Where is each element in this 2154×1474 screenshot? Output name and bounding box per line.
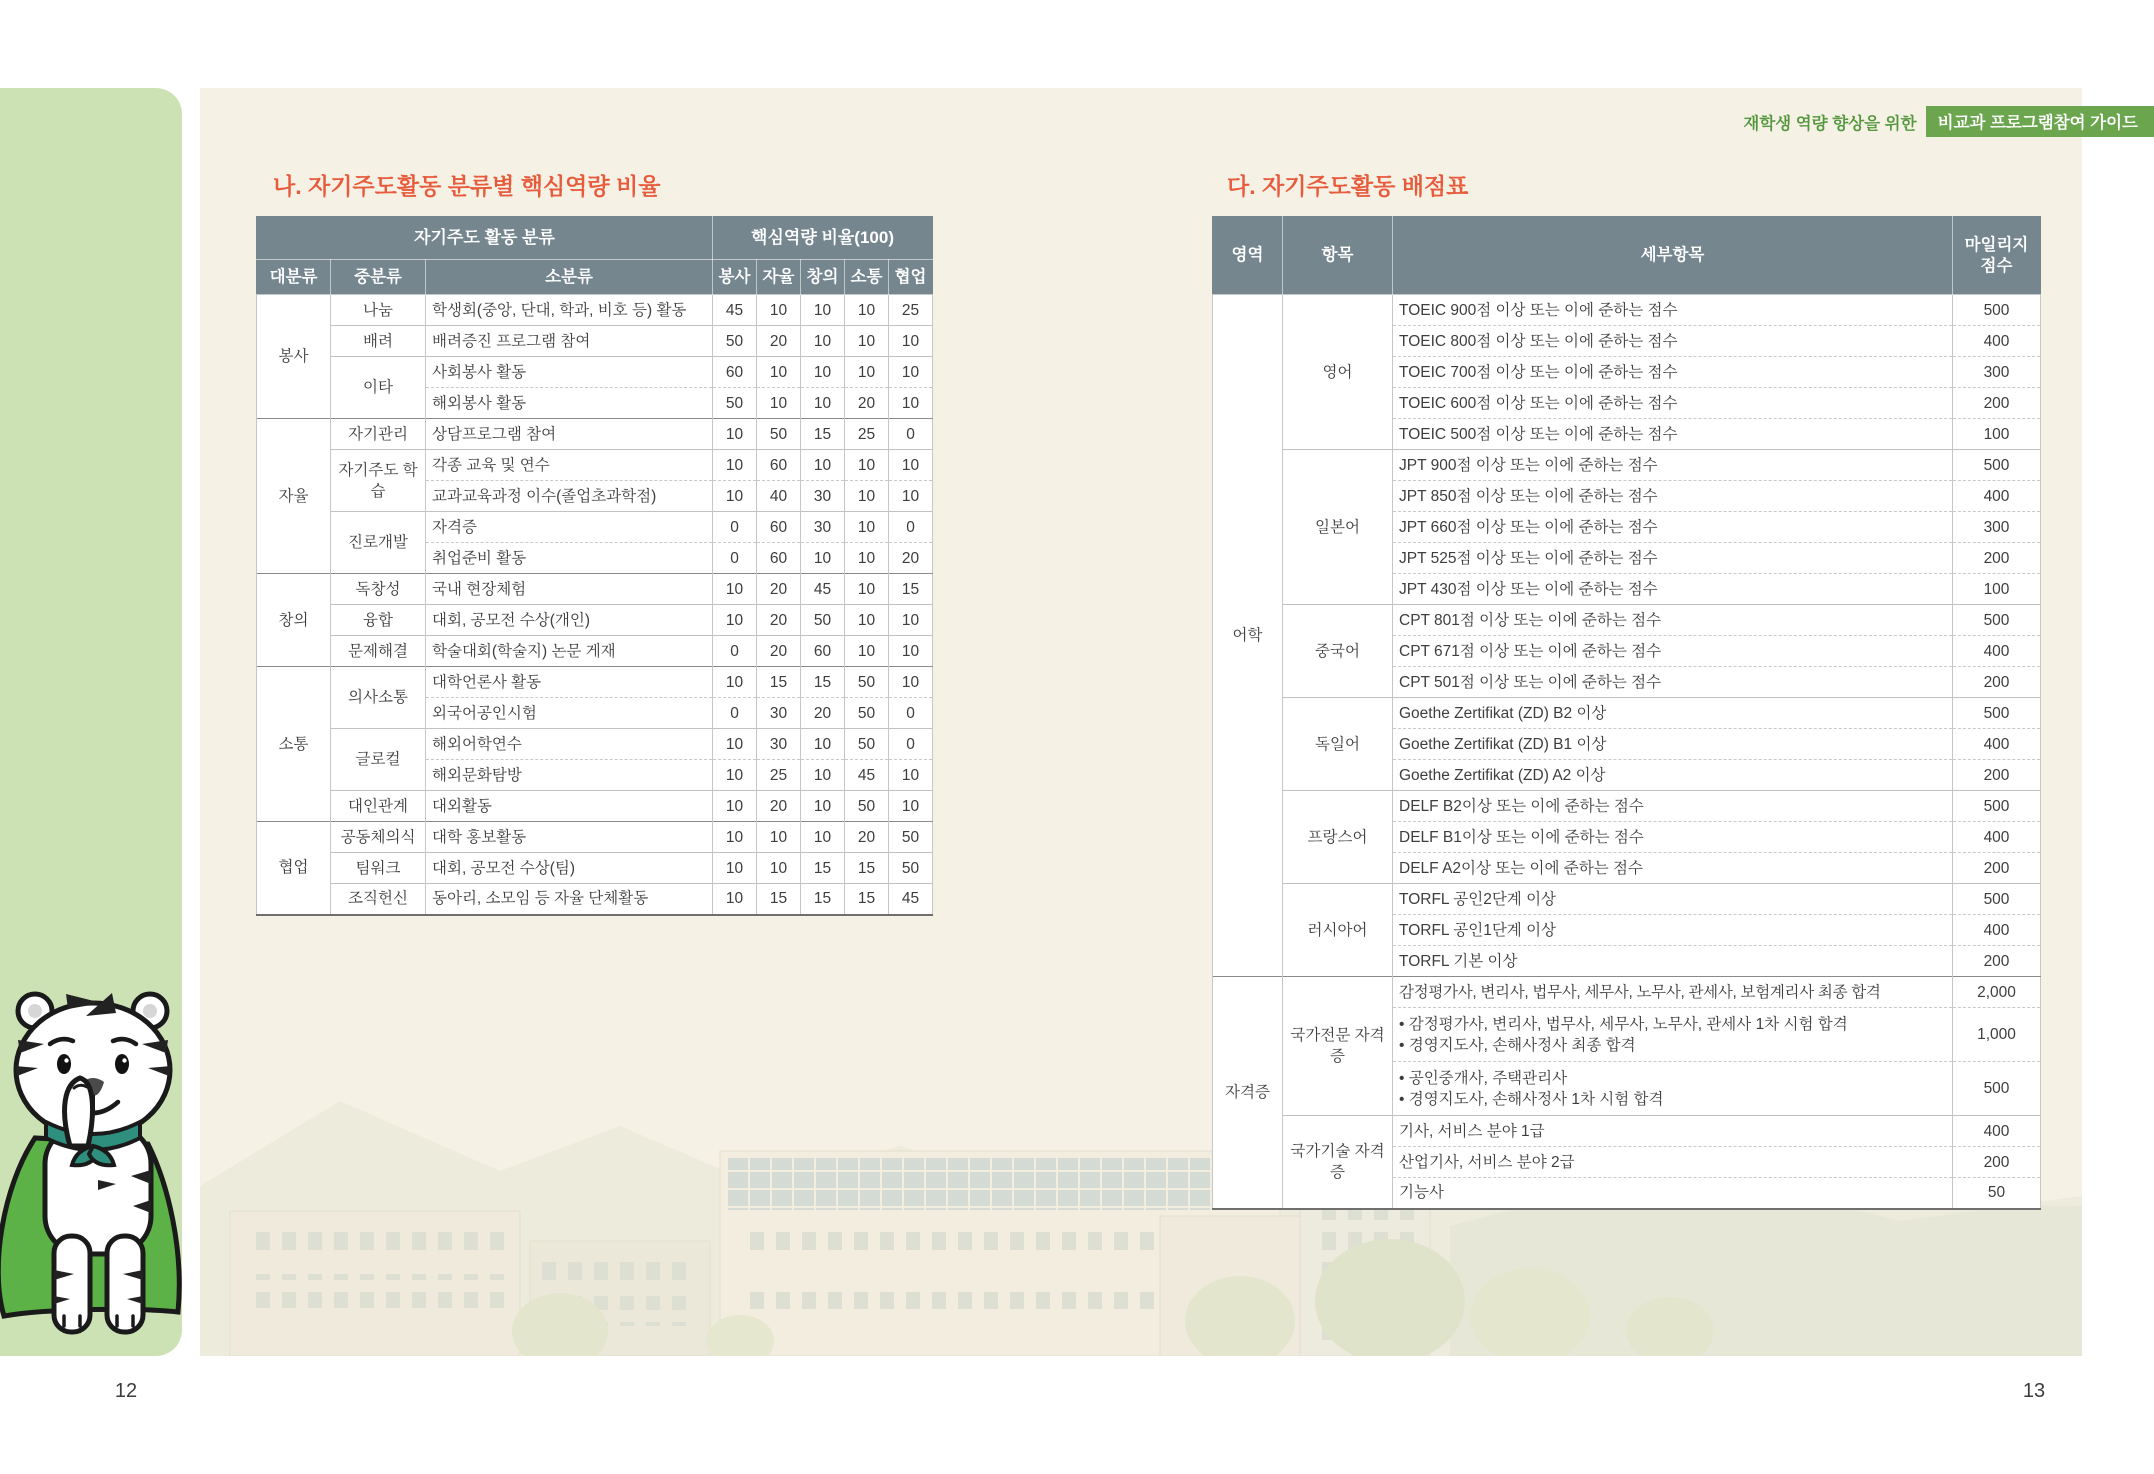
ratio-value-cell: 60 bbox=[757, 450, 801, 481]
detail-line: • 감정평가사, 변리사, 법무사, 세무사, 노무사, 관세사 1차 시험 합격 bbox=[1399, 1015, 1848, 1033]
ratio-value-cell: 10 bbox=[713, 791, 757, 822]
ratio-value-cell: 10 bbox=[845, 605, 889, 636]
ratio-value-cell: 45 bbox=[801, 574, 845, 605]
sub-category-cell: 해외어학연수 bbox=[426, 729, 713, 760]
sub-category-cell: 외국어공인시험 bbox=[426, 698, 713, 729]
mid-category-cell: 독창성 bbox=[331, 574, 426, 605]
ratio-value-cell: 10 bbox=[845, 450, 889, 481]
detail-cell: CPT 671점 이상 또는 이에 준하는 점수 bbox=[1393, 636, 1953, 667]
ratio-value-cell: 10 bbox=[801, 822, 845, 853]
mileage-score-cell: 500 bbox=[1953, 1062, 2041, 1116]
detail-cell: JPT 850점 이상 또는 이에 준하는 점수 bbox=[1393, 481, 1953, 512]
left-table-section bbox=[256, 172, 932, 916]
header-ribbon bbox=[0, 109, 2154, 134]
ratio-value-cell: 10 bbox=[889, 760, 933, 791]
mileage-score-cell: 50 bbox=[1953, 1178, 2041, 1209]
tiger-mascot bbox=[0, 978, 200, 1358]
ratio-value-cell: 45 bbox=[889, 884, 933, 915]
detail-cell: 산업기사, 서비스 분야 2급 bbox=[1393, 1147, 1953, 1178]
left-table-body bbox=[257, 295, 933, 915]
ratio-value-cell: 0 bbox=[889, 419, 933, 450]
major-category-cell: 자율 bbox=[257, 419, 331, 574]
mileage-score-cell: 1,000 bbox=[1953, 1008, 2041, 1062]
ratio-value-cell: 10 bbox=[845, 574, 889, 605]
right-table-row bbox=[1213, 450, 2041, 481]
ratio-value-cell: 15 bbox=[845, 853, 889, 884]
ratio-value-cell: 20 bbox=[757, 605, 801, 636]
major-category-cell: 창의 bbox=[257, 574, 331, 667]
ratio-value-cell: 50 bbox=[889, 853, 933, 884]
ratio-value-cell: 10 bbox=[757, 357, 801, 388]
ratio-value-cell: 45 bbox=[713, 295, 757, 326]
ratio-value-cell: 25 bbox=[889, 295, 933, 326]
left-table-row bbox=[257, 791, 933, 822]
detail-cell: CPT 501점 이상 또는 이에 준하는 점수 bbox=[1393, 667, 1953, 698]
left-table-row bbox=[257, 822, 933, 853]
mileage-score-cell: 400 bbox=[1953, 326, 2041, 357]
ratio-value-cell: 0 bbox=[889, 698, 933, 729]
mid-category-cell: 대인관계 bbox=[331, 791, 426, 822]
ratio-value-cell: 60 bbox=[757, 543, 801, 574]
detail-cell: DELF A2이상 또는 이에 준하는 점수 bbox=[1393, 853, 1953, 884]
area-cell: 자격증 bbox=[1213, 977, 1283, 1209]
mileage-score-cell: 200 bbox=[1953, 1147, 2041, 1178]
ratio-value-cell: 10 bbox=[845, 357, 889, 388]
sub-category-cell: 대학 홍보활동 bbox=[426, 822, 713, 853]
ratio-value-cell: 10 bbox=[889, 636, 933, 667]
mid-category-cell: 이타 bbox=[331, 357, 426, 419]
mid-category-cell: 조직헌신 bbox=[331, 884, 426, 915]
detail-cell: Goethe Zertifikat (ZD) B2 이상 bbox=[1393, 698, 1953, 729]
area-cell: 어학 bbox=[1213, 295, 1283, 977]
left-table-row bbox=[257, 667, 933, 698]
sub-category-cell: 해외문화탐방 bbox=[426, 760, 713, 791]
detail-cell: TOEIC 700점 이상 또는 이에 준하는 점수 bbox=[1393, 357, 1953, 388]
page-number-left: 12 bbox=[114, 1380, 138, 1402]
detail-cell: CPT 801점 이상 또는 이에 준하는 점수 bbox=[1393, 605, 1953, 636]
ratio-value-cell: 50 bbox=[845, 667, 889, 698]
ratio-value-cell: 10 bbox=[889, 481, 933, 512]
ratio-value-cell: 10 bbox=[757, 388, 801, 419]
mileage-score-cell: 500 bbox=[1953, 605, 2041, 636]
ratio-value-cell: 15 bbox=[757, 884, 801, 915]
ratio-value-cell: 10 bbox=[889, 791, 933, 822]
item-cell: 프랑스어 bbox=[1283, 791, 1393, 884]
detail-cell: TOEIC 900점 이상 또는 이에 준하는 점수 bbox=[1393, 295, 1953, 326]
detail-cell: DELF B1이상 또는 이에 준하는 점수 bbox=[1393, 822, 1953, 853]
detail-cell bbox=[1393, 1008, 1953, 1062]
mid-category-cell: 자기관리 bbox=[331, 419, 426, 450]
ratio-value-cell: 20 bbox=[757, 791, 801, 822]
sub-category-cell: 해외봉사 활동 bbox=[426, 388, 713, 419]
header-major-category: 대분류 bbox=[257, 260, 331, 295]
detail-cell: TOEIC 600점 이상 또는 이에 준하는 점수 bbox=[1393, 388, 1953, 419]
mileage-score-cell: 500 bbox=[1953, 698, 2041, 729]
ratio-value-cell: 10 bbox=[889, 388, 933, 419]
detail-cell: TOEIC 800점 이상 또는 이에 준하는 점수 bbox=[1393, 326, 1953, 357]
ratio-value-cell: 20 bbox=[889, 543, 933, 574]
ratio-value-cell: 0 bbox=[889, 729, 933, 760]
left-table-row bbox=[257, 357, 933, 388]
header-mid-category: 중분류 bbox=[331, 260, 426, 295]
ratio-value-cell: 10 bbox=[845, 326, 889, 357]
right-table-section bbox=[1212, 172, 2040, 1210]
ratio-value-cell: 10 bbox=[845, 295, 889, 326]
mid-category-cell: 배려 bbox=[331, 326, 426, 357]
ratio-value-cell: 10 bbox=[801, 326, 845, 357]
ratio-value-cell: 10 bbox=[713, 667, 757, 698]
header-item: 항목 bbox=[1283, 217, 1393, 295]
mileage-score-cell: 400 bbox=[1953, 636, 2041, 667]
item-cell: 독일어 bbox=[1283, 698, 1393, 791]
ratio-value-cell: 15 bbox=[801, 667, 845, 698]
item-cell: 영어 bbox=[1283, 295, 1393, 450]
ratio-value-cell: 10 bbox=[801, 295, 845, 326]
detail-cell: 기사, 서비스 분야 1급 bbox=[1393, 1116, 1953, 1147]
ratio-value-cell: 60 bbox=[713, 357, 757, 388]
left-table-row bbox=[257, 450, 933, 481]
mileage-score-cell: 100 bbox=[1953, 419, 2041, 450]
mileage-score-cell: 400 bbox=[1953, 822, 2041, 853]
right-table-row bbox=[1213, 295, 2041, 326]
sub-category-cell: 취업준비 활동 bbox=[426, 543, 713, 574]
mileage-score-cell: 200 bbox=[1953, 853, 2041, 884]
left-table-row bbox=[257, 574, 933, 605]
item-cell: 국가전문 자격증 bbox=[1283, 977, 1393, 1116]
ratio-value-cell: 0 bbox=[713, 543, 757, 574]
mileage-score-cell: 200 bbox=[1953, 760, 2041, 791]
mileage-score-cell: 200 bbox=[1953, 667, 2041, 698]
ratio-value-cell: 10 bbox=[757, 853, 801, 884]
ratio-value-cell: 10 bbox=[889, 357, 933, 388]
ribbon-tagline: 재학생 역량 향상을 위한 bbox=[1743, 114, 1917, 133]
ratio-value-cell: 50 bbox=[757, 419, 801, 450]
mileage-score-cell: 200 bbox=[1953, 388, 2041, 419]
ratio-value-cell: 10 bbox=[801, 388, 845, 419]
ratio-value-cell: 10 bbox=[713, 481, 757, 512]
mileage-score-cell: 400 bbox=[1953, 729, 2041, 760]
header-area: 영역 bbox=[1213, 217, 1283, 295]
mileage-score-cell: 300 bbox=[1953, 357, 2041, 388]
detail-cell: Goethe Zertifikat (ZD) A2 이상 bbox=[1393, 760, 1953, 791]
detail-cell: 감정평가사, 변리사, 법무사, 세무사, 노무사, 관세사, 보험계리사 최종 합격 bbox=[1393, 977, 1953, 1008]
item-cell: 러시아어 bbox=[1283, 884, 1393, 977]
left-table-header-cols-row bbox=[257, 260, 933, 295]
sub-category-cell: 사회봉사 활동 bbox=[426, 357, 713, 388]
mileage-score-cell: 500 bbox=[1953, 295, 2041, 326]
ratio-value-cell: 10 bbox=[713, 605, 757, 636]
ratio-value-cell: 15 bbox=[889, 574, 933, 605]
ratio-value-cell: 40 bbox=[757, 481, 801, 512]
mileage-score-cell: 400 bbox=[1953, 915, 2041, 946]
right-table-row bbox=[1213, 698, 2041, 729]
detail-cell: JPT 660점 이상 또는 이에 준하는 점수 bbox=[1393, 512, 1953, 543]
detail-cell bbox=[1393, 1062, 1953, 1116]
ratio-value-cell: 50 bbox=[801, 605, 845, 636]
ratio-value-cell: 10 bbox=[845, 636, 889, 667]
detail-cell: Goethe Zertifikat (ZD) B1 이상 bbox=[1393, 729, 1953, 760]
header-activity-class-group: 자기주도 활동 분류 bbox=[257, 217, 713, 260]
ratio-value-cell: 25 bbox=[845, 419, 889, 450]
detail-cell: DELF B2이상 또는 이에 준하는 점수 bbox=[1393, 791, 1953, 822]
header-autonomy: 자율 bbox=[757, 260, 801, 295]
sub-category-cell: 동아리, 소모임 등 자율 단체활동 bbox=[426, 884, 713, 915]
header-creativity: 창의 bbox=[801, 260, 845, 295]
detail-cell: JPT 430점 이상 또는 이에 준하는 점수 bbox=[1393, 574, 1953, 605]
sub-category-cell: 각종 교육 및 연수 bbox=[426, 450, 713, 481]
mileage-score-cell: 2,000 bbox=[1953, 977, 2041, 1008]
ratio-value-cell: 0 bbox=[713, 636, 757, 667]
sub-category-cell: 상담프로그램 참여 bbox=[426, 419, 713, 450]
ratio-value-cell: 10 bbox=[889, 605, 933, 636]
sub-category-cell: 배려증진 프로그램 참여 bbox=[426, 326, 713, 357]
mid-category-cell: 융합 bbox=[331, 605, 426, 636]
ratio-value-cell: 15 bbox=[801, 884, 845, 915]
ratio-value-cell: 10 bbox=[845, 543, 889, 574]
detail-cell: 기능사 bbox=[1393, 1178, 1953, 1209]
right-table-row bbox=[1213, 605, 2041, 636]
mileage-score-cell: 500 bbox=[1953, 791, 2041, 822]
mileage-score-cell: 500 bbox=[1953, 884, 2041, 915]
right-table-body bbox=[1213, 295, 2041, 1209]
sub-category-cell: 대학언론사 활동 bbox=[426, 667, 713, 698]
ratio-value-cell: 10 bbox=[801, 760, 845, 791]
ratio-value-cell: 50 bbox=[845, 729, 889, 760]
mileage-score-cell: 500 bbox=[1953, 450, 2041, 481]
ratio-value-cell: 30 bbox=[757, 729, 801, 760]
item-cell: 일본어 bbox=[1283, 450, 1393, 605]
detail-cell: TOEIC 500점 이상 또는 이에 준하는 점수 bbox=[1393, 419, 1953, 450]
left-table-row bbox=[257, 605, 933, 636]
sub-category-cell: 학술대회(학술지) 논문 게재 bbox=[426, 636, 713, 667]
detail-cell: TORFL 기본 이상 bbox=[1393, 946, 1953, 977]
ratio-value-cell: 50 bbox=[845, 698, 889, 729]
ratio-value-cell: 10 bbox=[713, 450, 757, 481]
ratio-value-cell: 15 bbox=[801, 853, 845, 884]
ratio-value-cell: 10 bbox=[757, 822, 801, 853]
left-table-row bbox=[257, 853, 933, 884]
mileage-score-table bbox=[1212, 216, 2041, 1210]
ratio-value-cell: 10 bbox=[713, 853, 757, 884]
page-number-right: 13 bbox=[2022, 1380, 2046, 1402]
right-table-header-row bbox=[1213, 217, 2041, 295]
ratio-value-cell: 10 bbox=[801, 543, 845, 574]
ratio-value-cell: 0 bbox=[889, 512, 933, 543]
ratio-value-cell: 0 bbox=[713, 698, 757, 729]
ratio-value-cell: 20 bbox=[757, 636, 801, 667]
detail-line: • 경영지도사, 손해사정사 1차 시험 합격 bbox=[1399, 1090, 1664, 1108]
ratio-value-cell: 20 bbox=[845, 822, 889, 853]
item-cell: 중국어 bbox=[1283, 605, 1393, 698]
mileage-score-cell: 200 bbox=[1953, 543, 2041, 574]
sub-category-cell: 교과교육과정 이수(졸업초과학점) bbox=[426, 481, 713, 512]
left-table-title: 나. 자기주도활동 분류별 핵심역량 비율 bbox=[273, 173, 661, 199]
mileage-score-cell: 200 bbox=[1953, 946, 2041, 977]
ratio-value-cell: 45 bbox=[845, 760, 889, 791]
sub-category-cell: 국내 현장체험 bbox=[426, 574, 713, 605]
ratio-value-cell: 30 bbox=[757, 698, 801, 729]
header-competency-ratio-group: 핵심역량 비율(100) bbox=[713, 217, 933, 260]
mileage-score-cell: 100 bbox=[1953, 574, 2041, 605]
mid-category-cell: 문제해결 bbox=[331, 636, 426, 667]
ratio-value-cell: 10 bbox=[845, 481, 889, 512]
ratio-value-cell: 50 bbox=[713, 326, 757, 357]
header-detail-item: 세부항목 bbox=[1393, 217, 1953, 295]
ratio-value-cell: 10 bbox=[845, 512, 889, 543]
left-table-row bbox=[257, 295, 933, 326]
ratio-value-cell: 10 bbox=[801, 357, 845, 388]
left-table-row bbox=[257, 884, 933, 915]
sub-category-cell: 학생회(중앙, 단대, 학과, 비호 등) 활동 bbox=[426, 295, 713, 326]
header-sub-category: 소분류 bbox=[426, 260, 713, 295]
major-category-cell: 봉사 bbox=[257, 295, 331, 419]
detail-line: • 경영지도사, 손해사정사 최종 합격 bbox=[1399, 1036, 1636, 1054]
mid-category-cell: 글로컬 bbox=[331, 729, 426, 791]
detail-cell: TORFL 공인2단계 이상 bbox=[1393, 884, 1953, 915]
ratio-value-cell: 10 bbox=[713, 760, 757, 791]
ratio-value-cell: 30 bbox=[801, 481, 845, 512]
ratio-value-cell: 10 bbox=[889, 450, 933, 481]
left-table-row bbox=[257, 729, 933, 760]
major-category-cell: 소통 bbox=[257, 667, 331, 822]
mid-category-cell: 나눔 bbox=[331, 295, 426, 326]
sub-category-cell: 자격증 bbox=[426, 512, 713, 543]
item-cell: 국가기술 자격증 bbox=[1283, 1116, 1393, 1209]
header-cooperation: 협업 bbox=[889, 260, 933, 295]
left-table-row bbox=[257, 636, 933, 667]
mid-category-cell: 자기주도 학습 bbox=[331, 450, 426, 512]
major-category-cell: 협업 bbox=[257, 822, 331, 915]
ratio-value-cell: 15 bbox=[757, 667, 801, 698]
ratio-value-cell: 10 bbox=[889, 326, 933, 357]
core-competency-ratio-table bbox=[256, 216, 933, 916]
ratio-value-cell: 60 bbox=[757, 512, 801, 543]
sub-category-cell: 대외활동 bbox=[426, 791, 713, 822]
ratio-value-cell: 10 bbox=[801, 450, 845, 481]
ratio-value-cell: 10 bbox=[713, 574, 757, 605]
mileage-score-cell: 400 bbox=[1953, 481, 2041, 512]
left-table-header-group-row bbox=[257, 217, 933, 260]
mid-category-cell: 의사소통 bbox=[331, 667, 426, 729]
sub-category-cell: 대회, 공모전 수상(팀) bbox=[426, 853, 713, 884]
header-communication: 소통 bbox=[845, 260, 889, 295]
ratio-value-cell: 10 bbox=[713, 884, 757, 915]
ratio-value-cell: 10 bbox=[757, 295, 801, 326]
header-volunteer: 봉사 bbox=[713, 260, 757, 295]
mileage-score-cell: 400 bbox=[1953, 1116, 2041, 1147]
ratio-value-cell: 25 bbox=[757, 760, 801, 791]
left-table-row bbox=[257, 512, 933, 543]
ratio-value-cell: 15 bbox=[801, 419, 845, 450]
mileage-score-cell: 300 bbox=[1953, 512, 2041, 543]
detail-cell: TORFL 공인1단계 이상 bbox=[1393, 915, 1953, 946]
ratio-value-cell: 20 bbox=[757, 326, 801, 357]
right-table-row bbox=[1213, 884, 2041, 915]
ratio-value-cell: 10 bbox=[889, 667, 933, 698]
detail-cell: JPT 900점 이상 또는 이에 준하는 점수 bbox=[1393, 450, 1953, 481]
ratio-value-cell: 20 bbox=[757, 574, 801, 605]
ratio-value-cell: 50 bbox=[889, 822, 933, 853]
ratio-value-cell: 10 bbox=[713, 419, 757, 450]
ratio-value-cell: 15 bbox=[845, 884, 889, 915]
ratio-value-cell: 20 bbox=[801, 698, 845, 729]
mid-category-cell: 공동체의식 bbox=[331, 822, 426, 853]
mid-category-cell: 팀워크 bbox=[331, 853, 426, 884]
ratio-value-cell: 10 bbox=[713, 822, 757, 853]
ratio-value-cell: 10 bbox=[801, 791, 845, 822]
left-table-row bbox=[257, 326, 933, 357]
ratio-value-cell: 50 bbox=[713, 388, 757, 419]
ratio-value-cell: 10 bbox=[801, 729, 845, 760]
right-table-row bbox=[1213, 977, 2041, 1008]
ratio-value-cell: 0 bbox=[713, 512, 757, 543]
ratio-value-cell: 10 bbox=[713, 729, 757, 760]
right-table-title: 다. 자기주도활동 배점표 bbox=[1227, 173, 1469, 199]
ratio-value-cell: 30 bbox=[801, 512, 845, 543]
header-mileage-score: 마일리지 점수 bbox=[1953, 217, 2041, 295]
detail-cell: JPT 525점 이상 또는 이에 준하는 점수 bbox=[1393, 543, 1953, 574]
ribbon-badge: 비교과 프로그램참여 가이드 bbox=[1926, 106, 2154, 137]
ratio-value-cell: 60 bbox=[801, 636, 845, 667]
detail-line: • 공인중개사, 주택관리사 bbox=[1399, 1069, 1568, 1087]
sub-category-cell: 대회, 공모전 수상(개인) bbox=[426, 605, 713, 636]
ratio-value-cell: 20 bbox=[845, 388, 889, 419]
right-table-row bbox=[1213, 1116, 2041, 1147]
mid-category-cell: 진로개발 bbox=[331, 512, 426, 574]
ratio-value-cell: 50 bbox=[845, 791, 889, 822]
right-table-row bbox=[1213, 791, 2041, 822]
left-table-row bbox=[257, 419, 933, 450]
